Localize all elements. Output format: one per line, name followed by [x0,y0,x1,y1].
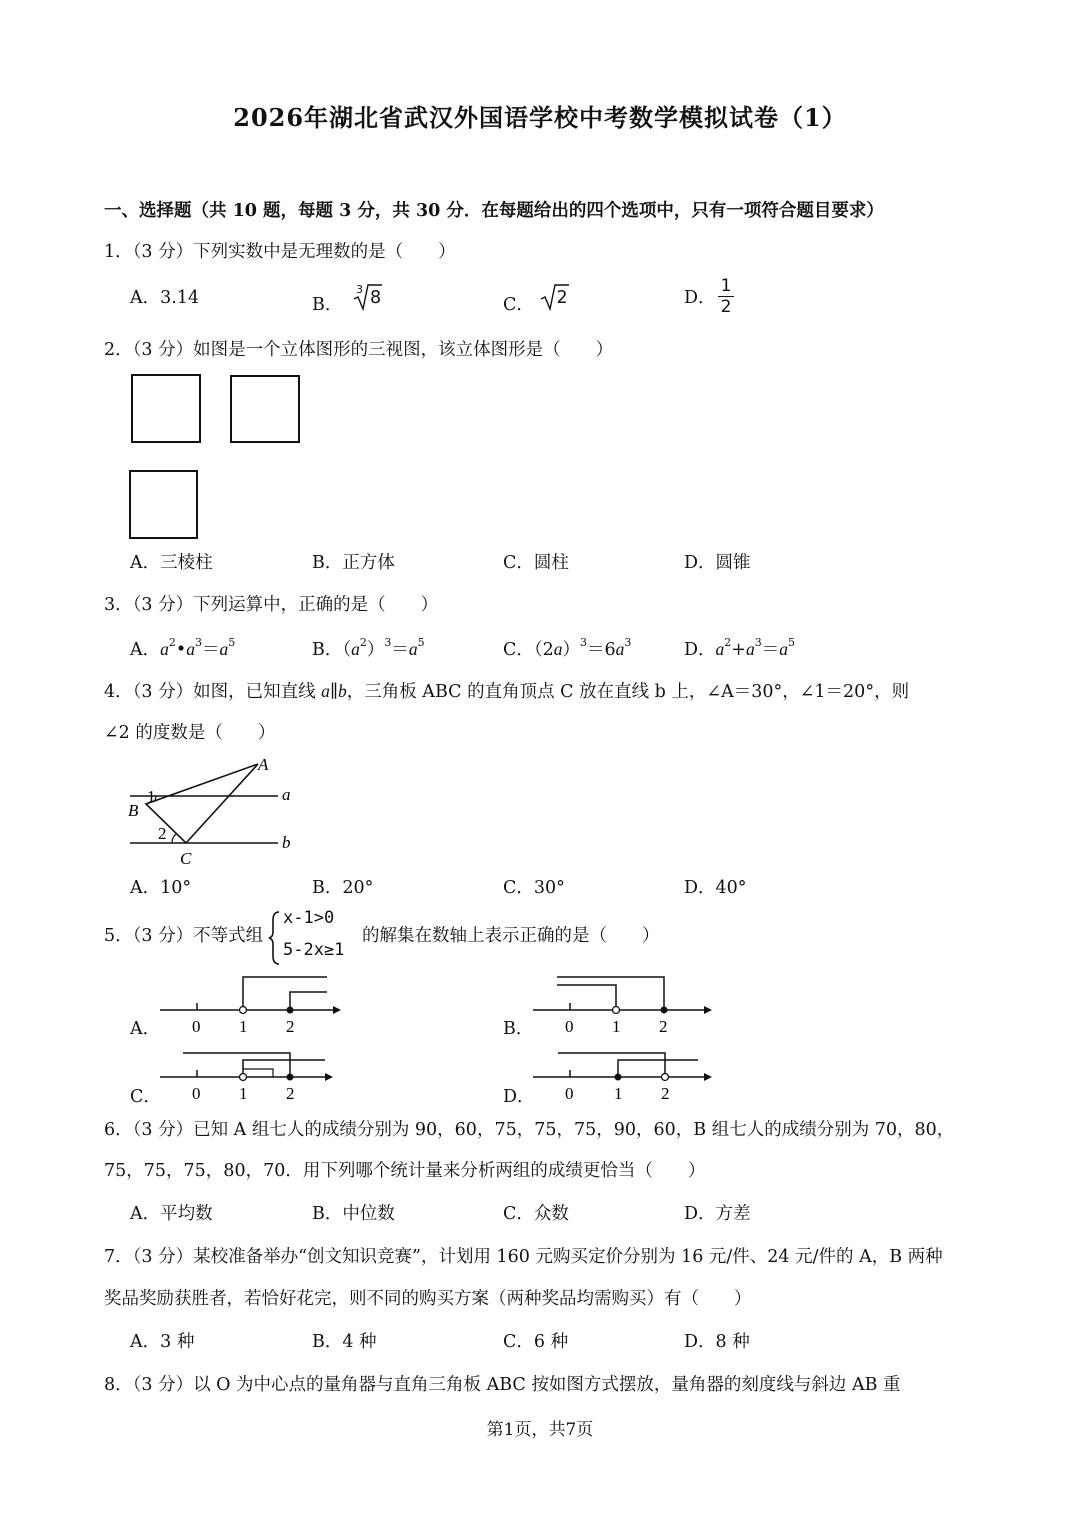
q3-option-c: C．$(2a)^3=6a^3$ [503,636,632,660]
angle-2-arc [172,834,176,843]
label-vertex-a: A [258,755,269,774]
inequality-2: 5-2x≥1 [283,940,345,960]
q7-option-b: B．4 种 [312,1332,377,1352]
label-vertex-b: B [128,801,139,820]
front-view-square [132,375,200,442]
system-brace-icon [267,910,281,966]
tick-1: 1 [239,1084,248,1103]
tick-1: 1 [614,1084,623,1103]
q1-option-c [503,286,569,317]
top-view-square [130,471,197,538]
q1-option-d-label: D． [684,288,716,308]
q3-option-d: D．$a^2+a^3=a^5$ [684,636,795,660]
tick-1: 1 [612,1017,621,1036]
q5-number-line-b [528,970,718,1040]
question-1-stem: 1．（3 分）下列实数中是无理数的是（ ） [104,242,456,262]
q5-number-line-c [155,1045,345,1103]
radicand: 2 [556,288,568,308]
q3-option-a: A．$a^2•a^3=a^5$ [130,636,236,660]
q1-option-a: A．3.14 [130,288,200,308]
axis-arrow-icon [704,1073,712,1081]
q4-option-c: C．30° [503,878,565,898]
q3-option-b: B．$(a^2)^3=a^5$ [312,636,425,660]
tick-2: 2 [659,1017,668,1036]
q4-option-d: D．40° [684,878,747,898]
denominator: 2 [718,296,734,317]
question-5-stem-post: 的解集在数轴上表示正确的是（ ） [362,926,660,946]
question-6-line2: 75，75，75，80，70．用下列哪个统计量来分析两组的成绩更恰当（ ） [104,1161,706,1181]
tick-2: 2 [286,1084,295,1103]
label-angle-2: 2 [158,824,167,843]
question-5-stem-pre: 5．（3 分）不等式组 [104,926,264,946]
q1-option-b [312,283,384,317]
label-vertex-c: C [180,849,192,868]
filled-dot-icon [615,1074,622,1081]
open-dot-icon [240,1074,247,1081]
axis-arrow-icon [704,1006,712,1014]
question-4-stem-line1: 4．（3 分）如图，已知直线 a∥b，三角板 ABC 的直角顶点 C 放在直线 b 上，∠A＝30°，∠1＝20°，则 [104,681,910,702]
q3-option-c-label: C． [503,640,534,660]
axis-arrow-icon [333,1006,341,1014]
tick-0: 0 [192,1084,201,1103]
fraction-one-half [718,276,734,317]
q6-option-c: C．众数 [503,1204,569,1224]
open-dot-icon [662,1074,669,1081]
q5-number-line-a [155,970,345,1040]
question-3-stem: 3．（3 分）下列运算中，正确的是（ ） [104,595,439,615]
q3-option-b-label: B． [312,640,343,660]
tick-0: 0 [192,1017,201,1036]
open-dot-icon [613,1007,620,1014]
q6-option-b: B．中位数 [312,1204,395,1224]
cube-root-eight [348,283,384,310]
numerator: 1 [720,276,732,296]
label-line-b: b [282,833,291,852]
question-7-line2: 奖品奖励获胜者，若恰好花完，则不同的购买方案（两种奖品均需购买）有（ ） [104,1289,752,1309]
page-title: 2026年湖北省武汉外国语学校中考数学模拟试卷（1） [233,103,847,132]
q1-option-b-label: B． [312,295,343,315]
open-dot-icon [240,1007,247,1014]
radicand: 8 [369,288,382,308]
label-angle-1: 1 [147,787,156,806]
q3-option-a-label: A． [130,640,161,660]
q3-option-d-label: D． [684,640,716,660]
inequality-1: x-1>0 [283,908,335,928]
q1-option-c-label: C． [503,295,534,315]
q5-number-line-d [528,1045,718,1103]
axis-arrow-icon [325,1073,333,1081]
q2-option-a: A．三棱柱 [130,553,213,573]
question-8-line1: 8．（3 分）以 O 为中心点的量角器与直角三角板 ABC 按如图方式摆放，量角器的刻度线与斜边 AB 重 [104,1375,901,1395]
square-root-two [539,286,569,310]
label-line-a: a [282,785,291,804]
tick-0: 0 [565,1084,574,1103]
filled-dot-icon [287,1007,294,1014]
q5-option-b-label: B． [503,1019,534,1039]
q7-option-d: D．8 种 [684,1332,750,1352]
q6-option-d: D．方差 [684,1204,751,1224]
q5-option-c-label: C． [130,1087,161,1107]
q2-option-c: C．圆柱 [503,553,569,573]
parallel-lines-triangle-figure [120,752,310,872]
q1-option-d [684,276,732,317]
q2-option-d: D．圆锥 [684,553,751,573]
tick-2: 2 [661,1084,670,1103]
three-views-figure [125,370,310,545]
q5-option-d-label: D． [503,1087,535,1107]
question-2-stem: 2．（3 分）如图是一个立体图形的三视图，该立体图形是（ ） [104,340,614,360]
section-heading: 一、选择题（共 10 题，每题 3 分，共 30 分．在每题给出的四个选项中，只有一项符合题目要求） [104,201,884,221]
side-view-square [231,376,299,442]
q5-option-a-label: A． [130,1019,161,1039]
tick-1: 1 [239,1017,248,1036]
q7-option-a: A．3 种 [130,1332,195,1352]
question-4-stem-line2: ∠2 的度数是（ ） [104,723,276,743]
q6-option-a: A．平均数 [130,1204,213,1224]
page-footer: 第1页，共7页 [486,1420,594,1440]
filled-dot-icon [661,1007,668,1014]
tick-0: 0 [565,1017,574,1036]
tick-2: 2 [286,1017,295,1036]
q7-option-c: C．6 种 [503,1332,569,1352]
q2-option-b: B．正方体 [312,553,395,573]
q4-option-a: A．10° [130,878,192,898]
question-7-line1: 7．（3 分）某校准备举办“创文知识竞赛”，计划用 160 元购买定价分别为 16 元/件、24 元/件的 A，B 两种 [104,1247,943,1267]
root-index: 3 [355,283,363,296]
q4-option-b: B．20° [312,878,374,898]
filled-dot-icon [287,1074,294,1081]
question-6-line1: 6．（3 分）已知 A 组七人的成绩分别为 90，60，75，75，75，90，60，B 组七人的成绩分别为 70，80， [104,1120,955,1140]
